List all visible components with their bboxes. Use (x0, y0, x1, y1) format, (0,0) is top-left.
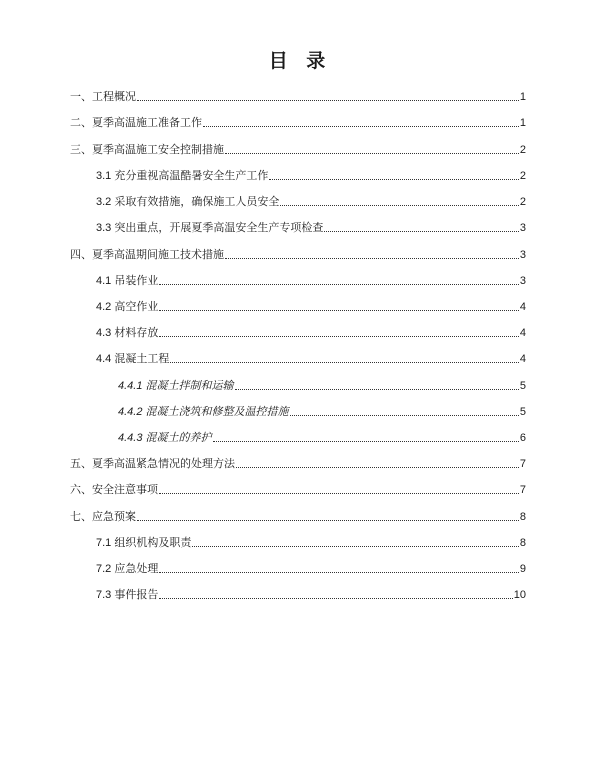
toc-entry[interactable] (96, 194, 526, 210)
toc-page-number: 4 (519, 327, 526, 339)
toc-entry-label: 三、夏季高温施工安全控制措施 (70, 143, 224, 156)
toc-entry[interactable] (118, 378, 526, 394)
toc-entry[interactable] (118, 404, 526, 420)
dot-leader (324, 231, 519, 232)
toc-entry[interactable] (70, 482, 526, 498)
toc-entry[interactable] (70, 115, 526, 131)
dot-leader (159, 310, 519, 311)
toc-entry[interactable] (96, 168, 526, 184)
toc-entry-label: 4.1 吊装作业 (96, 274, 159, 287)
toc-page-number: 8 (519, 511, 526, 523)
toc-entry-label: 二、夏季高温施工准备工作 (70, 116, 202, 129)
dot-leader (170, 362, 519, 363)
dot-leader (159, 284, 519, 285)
toc-entry[interactable] (70, 89, 526, 105)
dot-leader (290, 415, 519, 416)
toc-entry-label: 4.4 混凝土工程 (96, 352, 170, 365)
toc-page-number: 5 (519, 406, 526, 418)
toc-page-number: 7 (519, 484, 526, 496)
toc-page-number: 2 (519, 170, 526, 182)
toc-page-number: 6 (519, 432, 526, 444)
dot-leader (159, 598, 512, 599)
toc-page-number: 1 (519, 91, 526, 103)
toc-entry[interactable] (96, 587, 526, 603)
toc-entry[interactable] (96, 561, 526, 577)
toc-page-number: 2 (519, 196, 526, 208)
toc-entry[interactable] (70, 456, 526, 472)
toc-page-number: 3 (519, 249, 526, 261)
dot-leader (225, 258, 519, 259)
dot-leader (236, 467, 519, 468)
toc-entry[interactable] (96, 351, 526, 367)
dot-leader (235, 389, 519, 390)
toc-entry-label: 4.4.3 混凝土的养护 (118, 431, 212, 444)
dot-leader (192, 546, 519, 547)
toc-page-number: 5 (519, 380, 526, 392)
toc-page-number: 4 (519, 301, 526, 313)
toc-entry-label: 4.4.2 混凝土浇筑和修整及温控措施 (118, 405, 289, 418)
dot-leader (159, 493, 519, 494)
toc-page-number: 10 (513, 589, 526, 601)
toc-entry-label: 7.3 事件报告 (96, 588, 159, 601)
toc-page-number: 3 (519, 222, 526, 234)
toc-entry[interactable] (96, 535, 526, 551)
toc-entry-label: 3.1 充分重视高温酷暑安全生产工作 (96, 169, 269, 182)
toc-entry-label: 4.2 高空作业 (96, 300, 159, 313)
toc-entry-label: 4.4.1 混凝土拌制和运输 (118, 379, 234, 392)
toc-page-number: 4 (519, 353, 526, 365)
toc-entry-label: 五、夏季高温紧急情况的处理方法 (70, 457, 235, 470)
dot-leader (159, 336, 519, 337)
toc-entry-label: 六、安全注意事项 (70, 483, 158, 496)
page-title: 目 录 (268, 50, 332, 72)
dot-leader (159, 572, 519, 573)
toc-entry[interactable] (96, 325, 526, 341)
toc-entry[interactable] (96, 299, 526, 315)
toc-page-number: 3 (519, 275, 526, 287)
toc-entry-label: 4.3 材料存放 (96, 326, 159, 339)
toc-page-number: 9 (519, 563, 526, 575)
dot-leader (213, 441, 519, 442)
toc-entry-label: 3.3 突出重点，开展夏季高温安全生产专项检查 (96, 221, 324, 234)
toc-page-number: 2 (519, 144, 526, 156)
toc-entry-label: 一、工程概况 (70, 90, 136, 103)
dot-leader (225, 153, 519, 154)
toc-entry[interactable] (118, 430, 526, 446)
dot-leader (280, 205, 519, 206)
dot-leader (137, 520, 519, 521)
toc-entry-label: 7.1 组织机构及职责 (96, 536, 192, 549)
toc-entry-label: 3.2 采取有效措施，确保施工人员安全 (96, 195, 280, 208)
toc-entry-label: 七、应急预案 (70, 510, 136, 523)
toc-entry[interactable] (96, 273, 526, 289)
toc-entry[interactable] (70, 509, 526, 525)
toc-entry[interactable] (70, 142, 526, 158)
dot-leader (269, 179, 519, 180)
toc-page-number: 1 (519, 117, 526, 129)
toc-page-number: 8 (519, 537, 526, 549)
toc-entry-label: 四、夏季高温期间施工技术措施 (70, 248, 224, 261)
dot-leader (203, 126, 519, 127)
toc-entry[interactable] (70, 247, 526, 263)
dot-leader (137, 100, 519, 101)
toc-entry[interactable] (96, 220, 526, 236)
toc-entry-label: 7.2 应急处理 (96, 562, 159, 575)
toc-page-number: 7 (519, 458, 526, 470)
